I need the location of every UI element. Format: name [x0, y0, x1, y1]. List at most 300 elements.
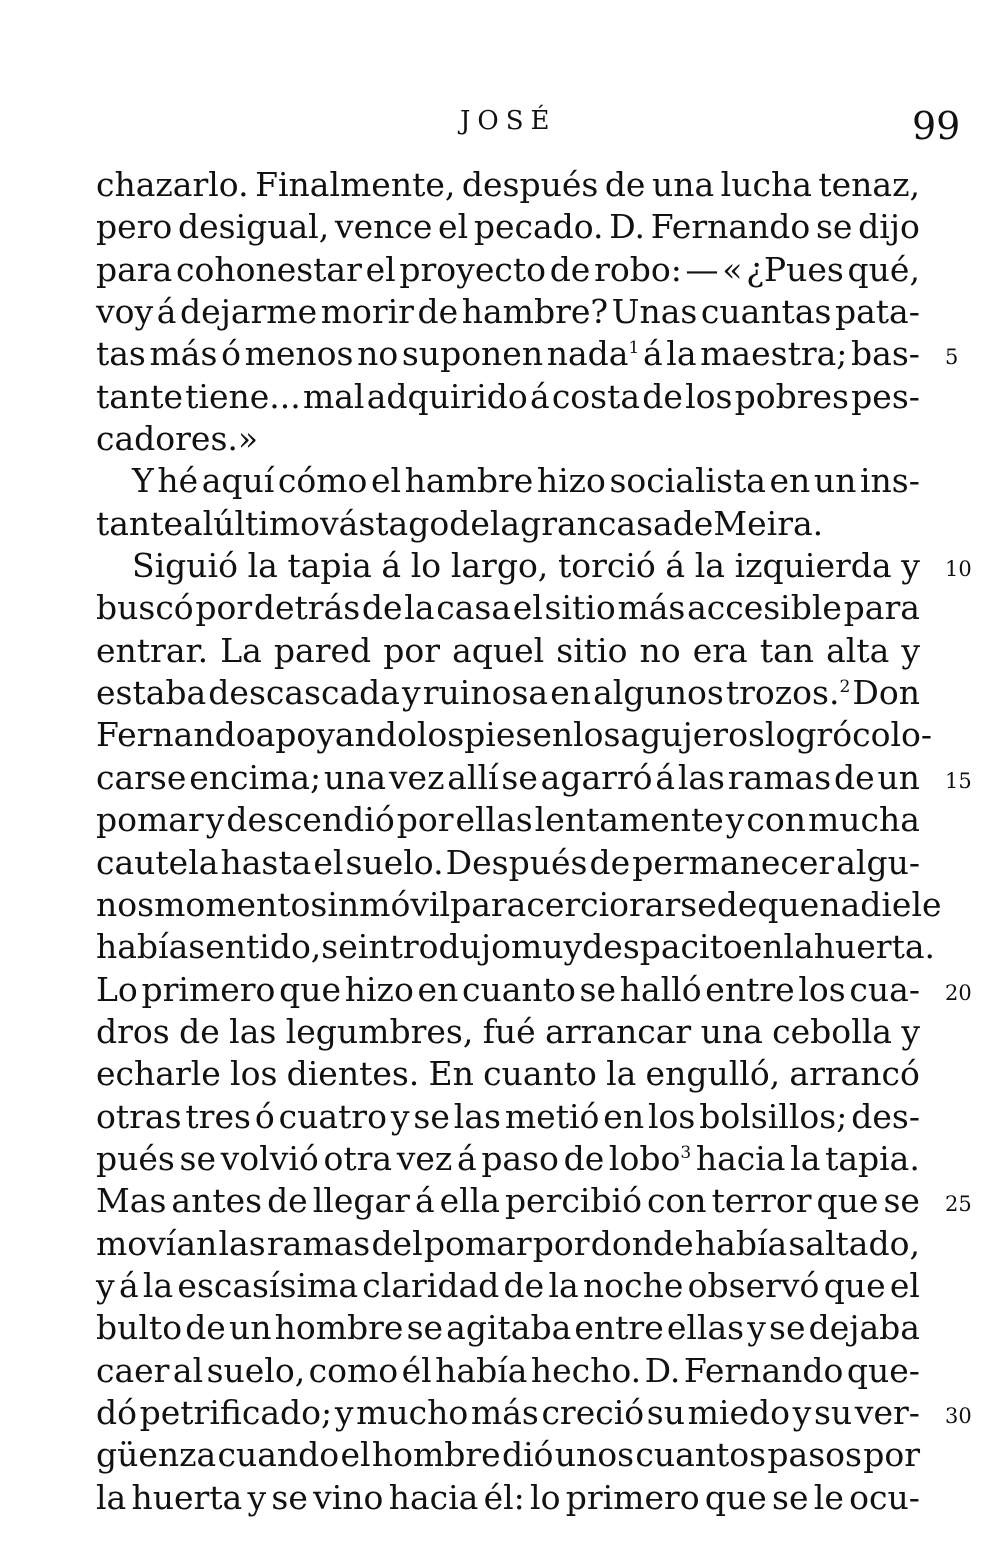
word: permanecer: [632, 842, 835, 882]
word: dió: [501, 1435, 554, 1475]
word: el: [438, 207, 469, 247]
word: que: [757, 884, 820, 924]
word: bas-: [851, 334, 920, 374]
text-line: [96, 545, 920, 587]
word: nadie: [819, 884, 912, 924]
word: de: [833, 757, 875, 797]
word: —: [685, 249, 719, 289]
text-line: [96, 587, 920, 629]
word: suponen: [401, 334, 544, 374]
word: ellas: [666, 1308, 745, 1348]
word: con: [746, 800, 807, 840]
word: alta: [826, 630, 890, 670]
word: entre: [705, 969, 795, 1009]
word: cuantas: [700, 292, 832, 332]
word: lobo$^3$: [608, 1138, 692, 1178]
word: nada$^1$: [546, 334, 640, 374]
word: vence: [334, 207, 433, 247]
word: Fernando: [650, 207, 811, 247]
word: lo: [530, 1477, 561, 1517]
line-number: 10: [945, 557, 972, 582]
word: engulló,: [645, 1054, 781, 1094]
word: apoyando: [255, 715, 417, 755]
word: ellas: [455, 800, 533, 840]
text-line: [96, 1096, 920, 1138]
word: casa: [436, 588, 512, 628]
word: percibió: [504, 1181, 642, 1221]
word: Siguió: [132, 546, 238, 586]
word: había: [96, 927, 189, 967]
word: miedo: [687, 1392, 791, 1432]
word: el: [889, 1265, 920, 1305]
word: la: [142, 1265, 174, 1305]
text-line: [96, 1138, 920, 1180]
word: se: [321, 927, 358, 967]
word: de: [549, 249, 591, 289]
word: hé: [157, 461, 199, 501]
word: ramas: [727, 757, 832, 797]
word: lo: [410, 546, 442, 586]
word: maestra;: [700, 334, 848, 374]
word: la: [404, 588, 435, 628]
word: dros: [96, 1011, 170, 1051]
word: sentido,: [188, 927, 322, 967]
word: al: [172, 1350, 204, 1390]
word: ins-: [859, 461, 920, 501]
word: y: [334, 1392, 354, 1432]
word: hecho.: [530, 1350, 642, 1390]
word: era: [692, 630, 748, 670]
word: cuanto: [483, 1054, 597, 1094]
running-header-title: JOSÉ: [460, 106, 557, 136]
word: qué,: [847, 249, 920, 289]
word: no: [639, 630, 681, 670]
line-number: 25: [945, 1192, 972, 1217]
word: que: [823, 1265, 886, 1305]
word: agujeros: [620, 715, 765, 755]
word: un: [813, 461, 857, 501]
word: primero: [565, 1477, 700, 1517]
word: una: [651, 165, 715, 204]
text-line: [96, 376, 920, 418]
word: agitaba: [446, 1308, 572, 1348]
word: unos: [554, 1435, 635, 1475]
word: tante: [96, 376, 183, 416]
word: que-: [846, 1350, 920, 1390]
word: vino: [313, 1477, 384, 1517]
word: y: [901, 546, 920, 586]
word: cuando: [217, 1435, 340, 1475]
word: á: [156, 292, 177, 332]
text-line: [96, 799, 920, 841]
word: como: [308, 1350, 399, 1390]
word: mucha: [807, 800, 920, 840]
word: sitio: [544, 588, 616, 628]
text-line: [96, 249, 920, 291]
word: á: [118, 1265, 139, 1305]
word: En: [428, 1054, 474, 1094]
word: ver-: [854, 1392, 920, 1432]
word: sitio: [556, 630, 628, 670]
word: á: [414, 1181, 435, 1221]
word: de: [417, 292, 459, 332]
text-line: [96, 291, 920, 333]
word: izquierda: [734, 546, 892, 586]
text-line: [96, 1223, 920, 1265]
word: y: [205, 800, 225, 840]
word: pomar: [96, 800, 204, 840]
text-line: [96, 503, 920, 545]
word: y: [901, 630, 920, 670]
word: y: [725, 800, 745, 840]
word: huerta: [131, 1477, 243, 1517]
word: caer: [96, 1350, 170, 1390]
word: torció: [557, 546, 656, 586]
word: otras: [96, 1096, 182, 1136]
word: despacito: [582, 927, 743, 967]
word: la: [694, 546, 725, 586]
word: gran: [520, 503, 598, 543]
word: se: [406, 1308, 444, 1348]
word: tiene...: [185, 376, 301, 416]
word: hombre: [371, 1435, 501, 1475]
word: de: [449, 503, 490, 543]
word: por: [863, 1435, 920, 1475]
word: el: [512, 588, 543, 628]
word: momentos: [154, 884, 328, 924]
word: proyecto: [399, 249, 546, 289]
word: la: [790, 1138, 821, 1178]
word: morir: [320, 292, 414, 332]
word: los: [416, 715, 465, 755]
text-line: [96, 1053, 920, 1095]
word: al: [182, 503, 214, 543]
word: de: [179, 1011, 220, 1051]
word: hombre: [274, 1308, 404, 1348]
word: escasísima: [177, 1265, 358, 1305]
word: largo,: [450, 546, 549, 586]
word: se: [579, 969, 616, 1009]
word: tante: [96, 503, 183, 543]
word: «: [722, 249, 743, 289]
word: por: [396, 800, 454, 840]
word: ramas: [266, 1223, 371, 1263]
word: dijo: [858, 207, 920, 247]
word: bolsillos;: [699, 1096, 848, 1136]
word: aquí: [201, 461, 275, 501]
word: muy: [510, 927, 583, 967]
word: suelo,: [206, 1350, 306, 1390]
word: pobres: [734, 376, 849, 416]
word: carse: [96, 757, 187, 797]
word: pués: [96, 1138, 175, 1178]
word: de: [185, 1308, 226, 1348]
word: de: [361, 588, 403, 628]
word: nos: [96, 884, 155, 924]
word: en: [532, 715, 574, 755]
word: que: [704, 1477, 767, 1517]
word: los: [798, 969, 846, 1009]
word: llegar: [312, 1181, 410, 1221]
word: observó: [687, 1265, 820, 1305]
footnote-ref: 2: [839, 677, 851, 698]
word: allí: [447, 757, 499, 797]
word: tas: [96, 334, 146, 374]
text-line: [96, 1265, 920, 1307]
word: de: [503, 1265, 545, 1305]
word: de: [604, 165, 646, 204]
word: Finalmente,: [255, 165, 456, 204]
word: más: [149, 334, 218, 374]
word: á: [529, 376, 550, 416]
word: cuantos: [635, 1435, 767, 1475]
word: se: [501, 757, 538, 797]
word: y: [747, 1308, 766, 1348]
word: movían: [96, 1223, 218, 1263]
word: de: [642, 376, 683, 416]
text-line: [96, 1307, 920, 1349]
text-line: [96, 926, 936, 968]
word: él:: [483, 1477, 525, 1517]
word: de: [672, 503, 714, 543]
word: volvió: [220, 1138, 319, 1178]
word: hizo: [344, 969, 414, 1009]
word: le: [813, 1477, 844, 1517]
word: Lo: [96, 969, 138, 1009]
word: más: [470, 1392, 539, 1432]
word: y: [402, 673, 421, 713]
word: pes-: [851, 376, 920, 416]
word: último: [213, 503, 321, 543]
word: D.: [644, 1350, 681, 1390]
word: Meira.: [713, 503, 824, 543]
word: cerciorarse: [526, 884, 717, 924]
word: y: [247, 1477, 267, 1517]
word: ó: [221, 334, 241, 374]
word: se: [815, 207, 853, 247]
word: y: [96, 1265, 115, 1305]
word: de: [716, 884, 758, 924]
text-line: [96, 1350, 920, 1392]
word: un: [228, 1308, 272, 1348]
text-line: [96, 1180, 920, 1222]
word: Don: [852, 673, 920, 713]
text-line: [96, 460, 920, 502]
word: trozos.$^2$: [725, 673, 851, 713]
word: las: [677, 757, 725, 797]
word: La: [220, 630, 262, 670]
text-line: [96, 672, 920, 714]
word: dejarme: [179, 292, 318, 332]
word: tapia: [287, 546, 372, 586]
word: estaba: [96, 673, 207, 713]
word: á: [456, 1138, 477, 1178]
word: D.: [609, 207, 646, 247]
word: una: [700, 1011, 763, 1051]
word: metió: [504, 1096, 600, 1136]
word: logró: [764, 715, 853, 755]
word: vez: [388, 757, 445, 797]
line-number: 15: [945, 768, 972, 793]
word: cua-: [849, 969, 920, 1009]
word: costa: [551, 376, 641, 416]
word: antes: [171, 1181, 263, 1221]
word: pomar: [423, 1223, 532, 1263]
text-line: [96, 164, 920, 206]
word: entre: [574, 1308, 664, 1348]
text-line: [96, 1434, 920, 1476]
word: la: [489, 503, 521, 543]
word: encima;: [189, 757, 322, 797]
word: ella: [439, 1181, 500, 1221]
word: y: [390, 1096, 410, 1136]
word: por: [532, 1223, 590, 1263]
word: la: [247, 546, 278, 586]
word: y: [901, 1011, 920, 1051]
footnote-ref: 3: [680, 1142, 692, 1163]
word: Fernando: [96, 715, 256, 755]
word: algu-: [836, 842, 920, 882]
word: inmóvil: [327, 884, 451, 924]
word: por: [195, 588, 253, 628]
word: se: [883, 1181, 920, 1221]
word: se: [179, 1138, 216, 1178]
line-number: 5: [945, 345, 959, 370]
word: huerta.: [813, 927, 936, 967]
word: detrás: [253, 588, 361, 628]
word: su: [813, 1392, 853, 1432]
word: su: [646, 1392, 685, 1432]
word: de: [589, 842, 631, 882]
word: á: [381, 546, 402, 586]
word: claridad: [362, 1265, 500, 1305]
word: cuanto: [462, 969, 576, 1009]
text-line: [96, 714, 933, 756]
text-line: [96, 1011, 920, 1053]
word: pecado.: [473, 207, 604, 247]
word: para: [96, 249, 173, 289]
word: cadores.»: [96, 419, 259, 459]
word: en: [769, 461, 811, 501]
word: voy: [96, 292, 154, 332]
word: el: [313, 842, 344, 882]
word: Unas: [611, 292, 698, 332]
word: saltado,: [788, 1223, 920, 1263]
word: las: [453, 1096, 501, 1136]
word: dó: [96, 1392, 137, 1432]
word: güenza: [96, 1435, 217, 1475]
text-line: [96, 206, 920, 248]
word: fué: [482, 1011, 536, 1051]
word: descascada: [208, 673, 400, 713]
word: paso: [481, 1138, 559, 1178]
word: en: [550, 673, 591, 713]
text-line: [96, 842, 920, 884]
word: á: [655, 757, 676, 797]
word: pasos: [767, 1435, 862, 1475]
word: pero: [96, 207, 173, 247]
body-text: [96, 164, 942, 1519]
word: hasta: [220, 842, 312, 882]
word: buscó: [96, 588, 194, 628]
word: á: [642, 334, 663, 374]
word: mal: [302, 376, 365, 416]
word: ocu-: [849, 1477, 920, 1517]
word: él: [401, 1350, 432, 1390]
word: la: [606, 1054, 637, 1094]
page-number: 99: [912, 104, 961, 148]
word: en: [742, 927, 784, 967]
word: hacia: [695, 1138, 786, 1178]
word: la: [666, 334, 697, 374]
word: con: [646, 1181, 707, 1221]
word: de: [267, 1181, 308, 1221]
word: Y: [132, 461, 154, 501]
word: Mas: [96, 1181, 167, 1221]
word: noche: [582, 1265, 684, 1305]
word: los: [573, 715, 621, 755]
word: se: [271, 1477, 308, 1517]
word: adquirido: [366, 376, 528, 416]
word: algunos: [593, 673, 724, 713]
text-line: [96, 418, 920, 460]
word: arrancar: [545, 1011, 692, 1051]
word: Fernando: [683, 1350, 844, 1390]
word: terror: [711, 1181, 812, 1221]
word: tenaz,: [818, 165, 920, 204]
text-line: [96, 333, 920, 375]
word: Después: [445, 842, 588, 882]
word: después: [461, 165, 599, 204]
word: la: [548, 1265, 579, 1305]
word: donde: [590, 1223, 694, 1263]
word: el: [370, 461, 402, 501]
word: agarró: [540, 757, 653, 797]
word: hizo: [536, 461, 606, 501]
word: para: [450, 884, 527, 924]
word: se: [769, 1308, 806, 1348]
word: las: [229, 1011, 277, 1051]
word: hacia: [388, 1477, 479, 1517]
word: cautela: [96, 842, 219, 882]
word: menos: [244, 334, 354, 374]
word: no: [357, 334, 399, 374]
word: por: [383, 630, 440, 670]
word: y: [792, 1392, 812, 1432]
word: le: [911, 884, 942, 924]
word: el: [365, 249, 396, 289]
word: un: [877, 757, 920, 797]
word: la: [96, 1477, 127, 1517]
word: colo-: [852, 715, 933, 755]
word: lentamente: [534, 800, 724, 840]
word: había: [435, 1350, 528, 1390]
word: cómo: [277, 461, 368, 501]
word: robo:: [594, 249, 682, 289]
word: más: [617, 588, 686, 628]
word: dientes.: [286, 1054, 420, 1094]
word: que: [816, 1181, 879, 1221]
word: arrancó: [789, 1054, 920, 1094]
word: para: [843, 588, 920, 628]
word: tres: [185, 1096, 251, 1136]
footnote-ref: 1: [628, 338, 640, 359]
word: en: [417, 969, 459, 1009]
word: entrar.: [96, 630, 209, 670]
word: introdujo: [357, 927, 511, 967]
word: ó: [254, 1096, 275, 1136]
word: la: [783, 927, 814, 967]
